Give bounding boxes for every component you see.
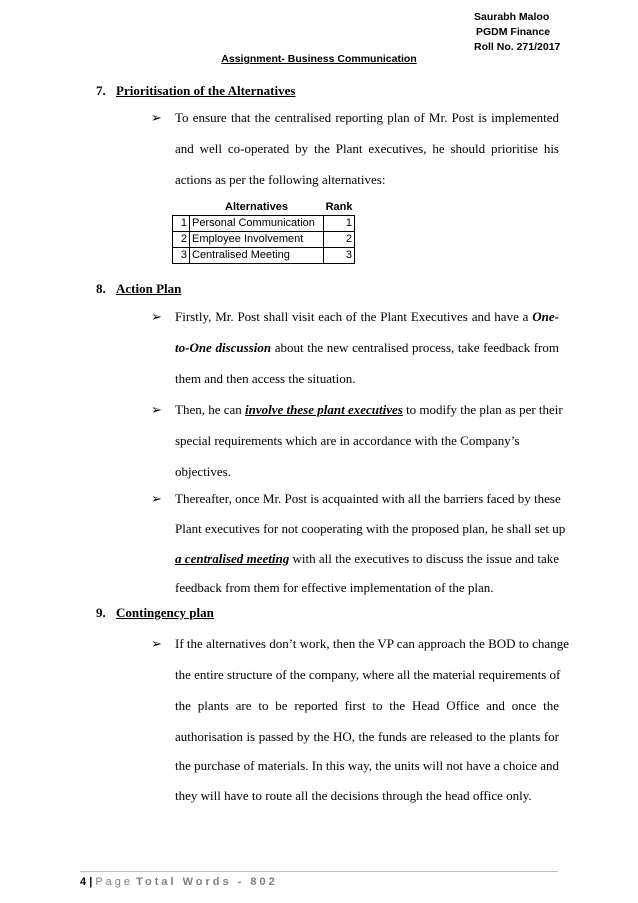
arrow-bullet-icon: ➢ bbox=[151, 402, 162, 417]
alternative-rank: 2 bbox=[324, 232, 355, 248]
table-header-alternatives: Alternatives bbox=[190, 200, 324, 216]
text-run: to modify the plan as per their bbox=[402, 402, 563, 417]
arrow-bullet-icon: ➢ bbox=[151, 309, 162, 324]
paragraph-line bbox=[175, 309, 559, 325]
section-title: Prioritisation of the Alternatives bbox=[116, 83, 296, 98]
table-header-rank: Rank bbox=[324, 200, 355, 216]
paragraph-line: actions as per the following alternatives: bbox=[175, 172, 386, 187]
paragraph-line bbox=[175, 551, 559, 567]
row-number: 1 bbox=[173, 216, 190, 232]
section-9-heading bbox=[96, 605, 214, 621]
paragraph-line: Thereafter, once Mr. Post is acquainted with all the barriers faced by these bbox=[175, 491, 561, 506]
section-number: 7. bbox=[96, 83, 106, 98]
section-number: 9. bbox=[96, 605, 106, 620]
emphasis-text: to-One discussion bbox=[175, 340, 272, 355]
section-number: 8. bbox=[96, 281, 106, 296]
author-name: Saurabh Maloo bbox=[474, 11, 550, 23]
paragraph-line: the plants are to be reported first to the Head Office and once the bbox=[175, 698, 559, 713]
paragraph-line: the entire structure of the company, where all the material requirements of bbox=[175, 667, 561, 682]
emphasis-text: involve these plant executives bbox=[245, 402, 403, 417]
arrow-bullet-icon: ➢ bbox=[151, 636, 162, 651]
table-header-blank bbox=[173, 200, 190, 216]
paragraph-line: and well co-operated by the Plant executives, he should prioritise his bbox=[175, 141, 559, 156]
paragraph-line: objectives. bbox=[175, 464, 231, 479]
emphasis-text: One- bbox=[532, 309, 559, 324]
alternative-name: Personal Communication bbox=[190, 216, 324, 232]
section-title: Contingency plan bbox=[116, 605, 214, 620]
author-header bbox=[474, 10, 560, 55]
text-run: about the new centralised process, take feedback from bbox=[271, 340, 560, 355]
footer-divider bbox=[80, 871, 558, 872]
emphasis-text: a centralised meeting bbox=[175, 551, 290, 566]
paragraph-line: authorisation is passed by the HO, the funds are released to the plants for bbox=[175, 729, 559, 744]
text-run: with all the executives to discuss the issue and take bbox=[289, 551, 559, 566]
table-header-row bbox=[173, 200, 355, 216]
paragraph-line: the purchase of materials. In this way, the units will not have a choice and bbox=[175, 758, 559, 773]
table-row bbox=[173, 232, 355, 248]
section-8-heading bbox=[96, 281, 181, 297]
section-7-heading bbox=[96, 83, 295, 99]
page-footer bbox=[80, 876, 278, 888]
program-name: PGDM Finance bbox=[476, 26, 551, 38]
paragraph-line: special requirements which are in accordance with the Company’s bbox=[175, 433, 520, 448]
row-number: 3 bbox=[173, 248, 190, 264]
text-run: Then, he can bbox=[175, 402, 246, 417]
paragraph-line: To ensure that the centralised reporting plan of Mr. Post is implemented bbox=[175, 110, 559, 125]
paragraph-line: feedback from them for effective implementation of the plan. bbox=[175, 580, 494, 595]
section-title: Action Plan bbox=[116, 281, 182, 296]
alternatives-table bbox=[172, 200, 355, 264]
text-run: Firstly, Mr. Post shall visit each of the Plant Executives and have a bbox=[175, 309, 533, 324]
paragraph-line bbox=[175, 340, 559, 356]
table-row bbox=[173, 248, 355, 264]
table-row bbox=[173, 216, 355, 232]
roll-number: Roll No. 271/2017 bbox=[474, 41, 561, 53]
document-title: Assignment- Business Communication bbox=[221, 53, 417, 65]
paragraph-line bbox=[175, 402, 563, 418]
alternative-name: Employee Involvement bbox=[190, 232, 324, 248]
paragraph-line: they will have to route all the decisions through the head office only. bbox=[175, 788, 532, 803]
paragraph-line: Plant executives for not cooperating with the proposed plan, he shall set up bbox=[175, 521, 566, 536]
page-number: 4 bbox=[80, 876, 87, 888]
footer-separator: | bbox=[89, 876, 93, 888]
total-words: Total Words - 802 bbox=[136, 876, 278, 888]
row-number: 2 bbox=[173, 232, 190, 248]
paragraph-line: If the alternatives don’t work, then the VP can approach the BOD to change bbox=[175, 636, 569, 651]
arrow-bullet-icon: ➢ bbox=[151, 110, 162, 125]
alternative-rank: 3 bbox=[324, 248, 355, 264]
paragraph-line: them and then access the situation. bbox=[175, 371, 356, 386]
alternative-name: Centralised Meeting bbox=[190, 248, 324, 264]
page-label: Page bbox=[95, 876, 134, 888]
alternative-rank: 1 bbox=[324, 216, 355, 232]
arrow-bullet-icon: ➢ bbox=[151, 491, 162, 506]
